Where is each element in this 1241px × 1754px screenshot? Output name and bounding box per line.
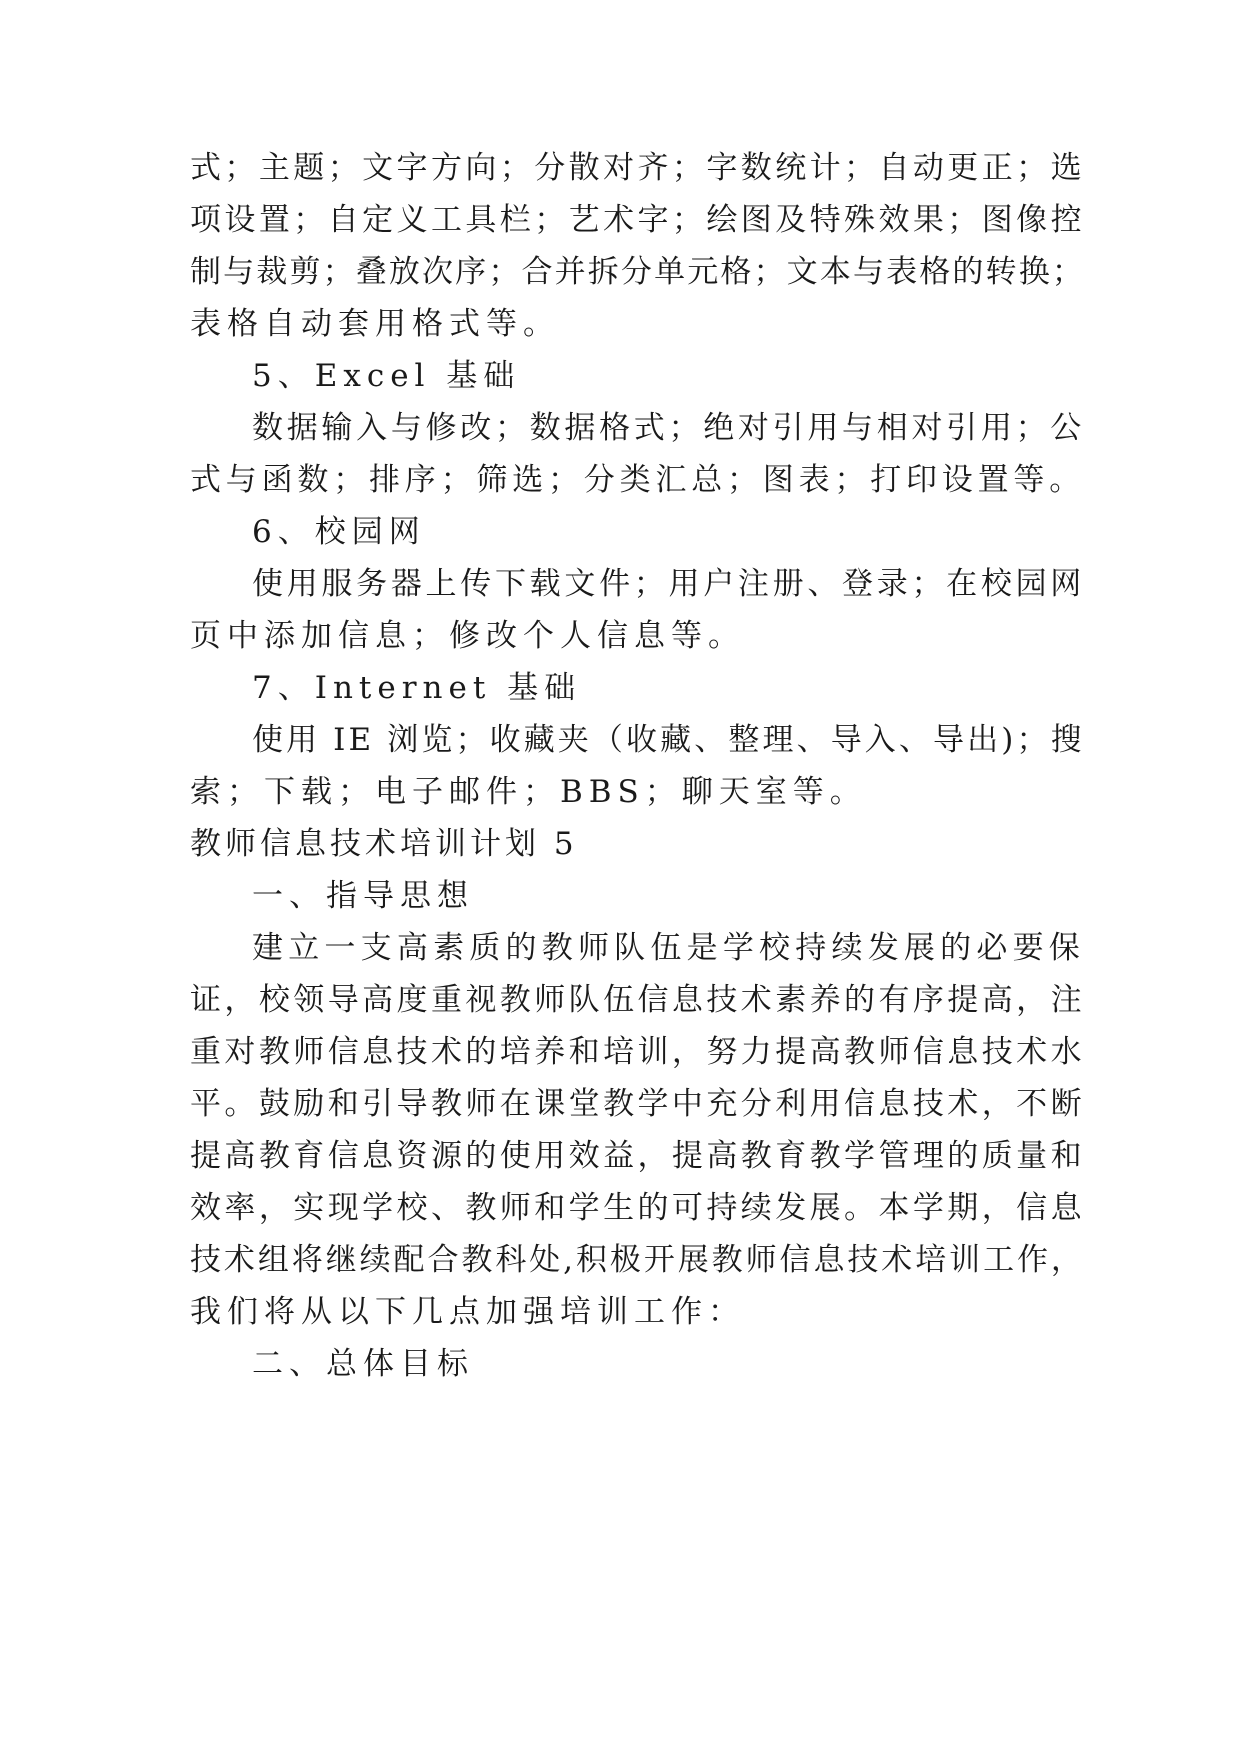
text-line: 提高教育信息资源的使用效益，提高教育教学管理的质量和 — [190, 1138, 1085, 1174]
document-title: 教师信息技术培训计划 5 — [190, 826, 578, 862]
text-line: 平。鼓励和引导教师在课堂教学中充分利用信息技术，不断 — [190, 1086, 1085, 1122]
section-heading: 二、总体目标 — [252, 1346, 474, 1382]
text-line: 页中添加信息；修改个人信息等。 — [190, 618, 745, 654]
text-line: 项设置；自定义工具栏；艺术字；绘图及特殊效果；图像控 — [190, 202, 1085, 238]
text-line: 索；下载；电子邮件；BBS；聊天室等。 — [190, 774, 867, 810]
text-line: 效率，实现学校、教师和学生的可持续发展。本学期，信息 — [190, 1190, 1085, 1226]
text-line: 重对教师信息技术的培养和培训，努力提高教师信息技术水 — [190, 1034, 1085, 1070]
text-line: 建立一支高素质的教师队伍是学校持续发展的必要保 — [252, 930, 1085, 966]
section-heading: 5、Excel 基础 — [252, 358, 521, 394]
text-line: 式与函数；排序；筛选；分类汇总；图表；打印设置等。 — [190, 462, 1085, 498]
text-line: 使用服务器上传下载文件；用户注册、登录；在校园网 — [252, 566, 1085, 602]
text-line: 制与裁剪；叠放次序；合并拆分单元格；文本与表格的转换； — [190, 254, 1085, 290]
section-heading: 7、Internet 基础 — [252, 670, 582, 706]
text-line: 数据输入与修改；数据格式；绝对引用与相对引用；公 — [252, 410, 1085, 446]
text-line: 我们将从以下几点加强培训工作： — [190, 1294, 745, 1330]
section-heading: 6、校园网 — [252, 514, 426, 550]
text-line: 证，校领导高度重视教师队伍信息技术素养的有序提高，注 — [190, 982, 1085, 1018]
text-line: 使用 IE 浏览；收藏夹（收藏、整理、导入、导出)；搜 — [252, 722, 1085, 758]
text-line: 技术组将继续配合教科处,积极开展教师信息技术培训工作， — [190, 1242, 1085, 1278]
section-heading: 一、指导思想 — [252, 878, 474, 914]
text-line: 表格自动套用格式等。 — [190, 306, 560, 342]
text-line: 式；主题；文字方向；分散对齐；字数统计；自动更正；选 — [190, 150, 1085, 186]
